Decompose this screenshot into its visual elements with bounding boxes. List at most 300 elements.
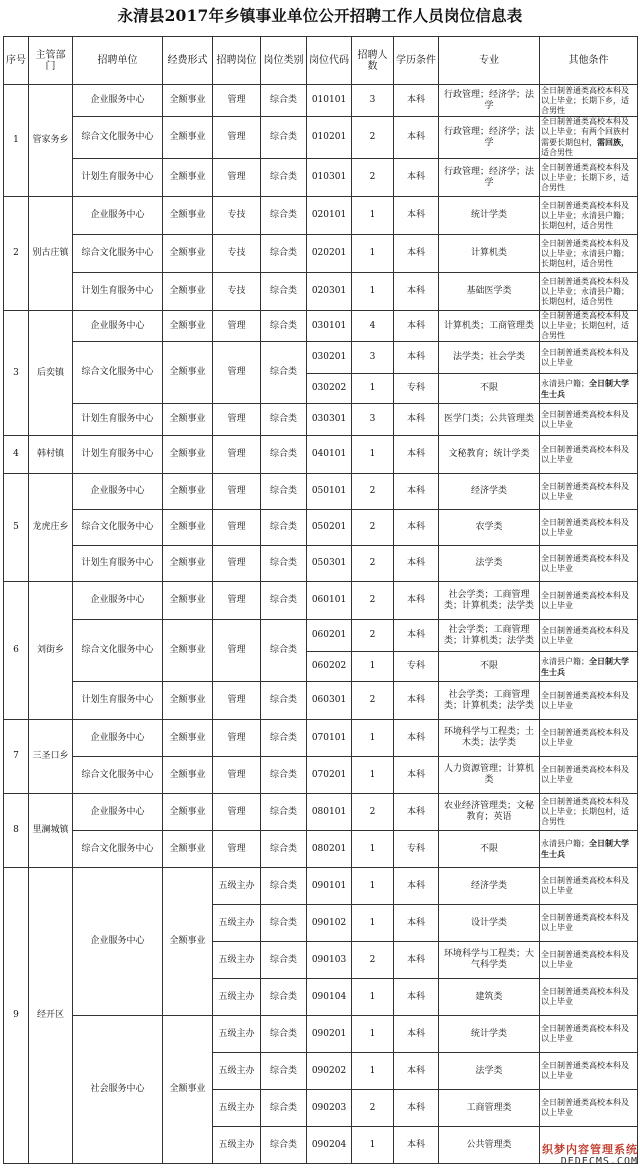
hiring-unit: 企业服务中心: [73, 474, 163, 510]
job-category: 综合类: [261, 720, 307, 757]
hiring-unit: 企业服务中心: [73, 582, 163, 620]
major: 不限: [439, 831, 540, 868]
department: 龙虎庄乡: [29, 474, 73, 582]
major: 统计学类: [439, 1016, 540, 1053]
education: 本科: [394, 404, 439, 436]
other-conditions: [540, 85, 638, 117]
table-row: [4, 85, 638, 117]
job-code: 090102: [307, 905, 352, 942]
group-number: 9: [4, 868, 29, 1164]
hire-count: 2: [352, 794, 394, 831]
education: 本科: [394, 682, 439, 720]
funding-type: 全额事业: [163, 235, 213, 273]
education: 本科: [394, 868, 439, 905]
funding-type: 全额事业: [163, 474, 213, 510]
major: 法学类: [439, 546, 540, 582]
job-code: 070201: [307, 757, 352, 794]
hiring-unit: 计划生育服务中心: [73, 404, 163, 436]
job-code: 030301: [307, 404, 352, 436]
job-category: 综合类: [261, 273, 307, 311]
major: 经济学类: [439, 868, 540, 905]
job-post: 专技: [213, 273, 261, 311]
funding-type: 全额事业: [163, 720, 213, 757]
job-category: 综合类: [261, 159, 307, 197]
job-code: 020201: [307, 235, 352, 273]
job-category: 综合类: [261, 831, 307, 868]
other-conditions: [540, 620, 638, 652]
table-row: [4, 1016, 638, 1053]
other-text: 永清县户籍；: [541, 656, 589, 666]
hiring-unit: 综合文化服务中心: [73, 342, 163, 404]
job-category: 综合类: [261, 404, 307, 436]
major: 环境科学与工程类；土木类；法学类: [439, 720, 540, 757]
hiring-unit: 企业服务中心: [73, 720, 163, 757]
job-code: 090201: [307, 1016, 352, 1053]
job-code: 090204: [307, 1127, 352, 1164]
hire-count: 2: [352, 682, 394, 720]
group-number: 6: [4, 582, 29, 720]
other-emphasis: 全日制大学生士兵: [541, 377, 629, 399]
hire-count: 2: [352, 582, 394, 620]
other-conditions: [540, 582, 638, 620]
hire-count: 1: [352, 979, 394, 1016]
job-category: 综合类: [261, 682, 307, 720]
table-row: [4, 273, 638, 311]
education: 本科: [394, 1090, 439, 1127]
funding-type: 全额事业: [163, 197, 213, 235]
department: 三圣口乡: [29, 720, 73, 794]
other-conditions: [540, 868, 638, 905]
other-text: 全日制普通类高校本科及以上毕业: [541, 987, 629, 1006]
job-code: 090203: [307, 1090, 352, 1127]
other-text: 全日制普通类高校本科及以上毕业: [541, 409, 629, 429]
table-row: [4, 720, 638, 757]
other-conditions: [540, 117, 638, 159]
hire-count: 1: [352, 273, 394, 311]
major: 文秘教育；统计学类: [439, 436, 540, 474]
department: 刘街乡: [29, 582, 73, 720]
job-category: 综合类: [261, 474, 307, 510]
other-text: 全日制普通类高校本科及以上毕业；长期下乡，适合男性: [541, 162, 629, 192]
other-text: 全日制普通类高校本科及以上毕业: [541, 517, 629, 537]
group-number: 7: [4, 720, 29, 794]
education: 本科: [394, 757, 439, 794]
job-category: 综合类: [261, 85, 307, 117]
job-post: 五级主办: [213, 1127, 261, 1164]
job-code: 090103: [307, 942, 352, 979]
job-category: 综合类: [261, 1016, 307, 1053]
other-text: 全日制普通类高校本科及以上毕业；永清县户籍；长期包村，适合男性: [541, 276, 629, 306]
other-text-tail: 适合男性: [541, 148, 573, 157]
education: 本科: [394, 905, 439, 942]
table-row: [4, 311, 638, 342]
other-conditions: [540, 510, 638, 546]
job-post: 五级主办: [213, 1053, 261, 1090]
hire-count: 1: [352, 436, 394, 474]
funding-type: 全额事业: [163, 620, 213, 682]
job-code: 040101: [307, 436, 352, 474]
hire-count: 2: [352, 474, 394, 510]
job-post: 管理: [213, 404, 261, 436]
department: 后奕镇: [29, 311, 73, 436]
hire-count: 3: [352, 85, 394, 117]
education: 本科: [394, 620, 439, 652]
major: 统计学类: [439, 197, 540, 235]
major: 计算机类: [439, 235, 540, 273]
education: 本科: [394, 474, 439, 510]
hiring-unit: 计划生育服务中心: [73, 159, 163, 197]
education: 本科: [394, 342, 439, 374]
education: 本科: [394, 311, 439, 342]
job-post: 管理: [213, 546, 261, 582]
job-code: 080201: [307, 831, 352, 868]
funding-type: 全额事业: [163, 436, 213, 474]
job-post: 五级主办: [213, 1090, 261, 1127]
education: 专科: [394, 652, 439, 682]
major: 行政管理；经济学；法学: [439, 117, 540, 159]
job-code: 050201: [307, 510, 352, 546]
hire-count: 2: [352, 1090, 394, 1127]
table-body: [4, 85, 638, 1164]
funding-type: 全额事业: [163, 546, 213, 582]
header-cell: 专业: [439, 37, 540, 85]
funding-type: 全额事业: [163, 682, 213, 720]
job-post: 管理: [213, 311, 261, 342]
job-code: 080101: [307, 794, 352, 831]
other-text: 全日制普通类高校本科及以上毕业: [541, 553, 629, 573]
job-post: 五级主办: [213, 942, 261, 979]
other-conditions: [540, 979, 638, 1016]
job-post: 管理: [213, 510, 261, 546]
job-code: 070101: [307, 720, 352, 757]
education: 本科: [394, 979, 439, 1016]
other-text: 全日制普通类高校本科及以上毕业: [541, 481, 629, 501]
job-category: 综合类: [261, 117, 307, 159]
header-cell: 经费形式: [163, 37, 213, 85]
other-conditions: [540, 942, 638, 979]
job-code: 090104: [307, 979, 352, 1016]
job-code: 030202: [307, 374, 352, 404]
job-category: 综合类: [261, 436, 307, 474]
major: 环境科学与工程类；大气科学类: [439, 942, 540, 979]
job-category: 综合类: [261, 1127, 307, 1164]
other-conditions: [540, 720, 638, 757]
table-row: [4, 197, 638, 235]
other-text: 全日制普通类高校本科及以上毕业；长期下乡，适合男性: [541, 85, 629, 115]
table-row: [4, 436, 638, 474]
header-cell: 学历条件: [394, 37, 439, 85]
hiring-unit: 综合文化服务中心: [73, 510, 163, 546]
job-post: 管理: [213, 342, 261, 404]
other-conditions: [540, 342, 638, 374]
funding-type: 全额事业: [163, 273, 213, 311]
job-post: 管理: [213, 831, 261, 868]
table-row: [4, 159, 638, 197]
table-row: [4, 235, 638, 273]
department: 经开区: [29, 868, 73, 1164]
other-text: 全日制普通类高校本科及以上毕业；长期包村，适合男性: [541, 797, 629, 826]
group-number: 8: [4, 794, 29, 868]
other-conditions: [540, 436, 638, 474]
education: 本科: [394, 794, 439, 831]
job-category: 综合类: [261, 546, 307, 582]
funding-type: 全额事业: [163, 1016, 213, 1164]
other-conditions: [540, 404, 638, 436]
job-code: 090202: [307, 1053, 352, 1090]
job-post: 五级主办: [213, 868, 261, 905]
other-conditions: [540, 311, 638, 342]
header-cell: 招聘人数: [352, 37, 394, 85]
education: 本科: [394, 436, 439, 474]
job-category: 综合类: [261, 620, 307, 682]
table-row: [4, 546, 638, 582]
other-text: 全日制普通类高校本科及以上毕业: [541, 444, 629, 464]
education: 本科: [394, 1127, 439, 1164]
header-cell: 主管部门: [29, 37, 73, 85]
other-conditions: [540, 474, 638, 510]
major: 工商管理类: [439, 1090, 540, 1127]
other-text: 全日制普通类高校本科及以上毕业: [541, 347, 629, 367]
funding-type: 全额事业: [163, 582, 213, 620]
hire-count: 1: [352, 235, 394, 273]
job-post: 管理: [213, 85, 261, 117]
job-category: 综合类: [261, 979, 307, 1016]
other-text: 全日制普通类高校本科及以上毕业: [541, 1024, 629, 1043]
hire-count: 3: [352, 342, 394, 374]
other-conditions: [540, 546, 638, 582]
job-post: 管理: [213, 474, 261, 510]
other-text: 全日制普通类高校本科及以上毕业: [541, 765, 629, 784]
job-code: 050101: [307, 474, 352, 510]
job-post: 专技: [213, 235, 261, 273]
header-cell: 招聘岗位: [213, 37, 261, 85]
page-title: 永清县2017年乡镇事业单位公开招聘工作人员岗位信息表: [117, 6, 523, 25]
hiring-unit: 计划生育服务中心: [73, 682, 163, 720]
hire-count: 1: [352, 197, 394, 235]
job-code: 060202: [307, 652, 352, 682]
job-post: 管理: [213, 582, 261, 620]
group-number: 5: [4, 474, 29, 582]
funding-type: 全额事业: [163, 159, 213, 197]
major: 人力资源管理；计算机类: [439, 757, 540, 794]
major: 计算机类；工商管理类: [439, 311, 540, 342]
other-text: 全日制普通类高校本科及以上毕业: [541, 913, 629, 932]
hiring-unit: 计划生育服务中心: [73, 273, 163, 311]
hiring-unit: 综合文化服务中心: [73, 831, 163, 868]
job-code: 010101: [307, 85, 352, 117]
table-row: [4, 404, 638, 436]
job-category: 综合类: [261, 342, 307, 404]
table-row: [4, 510, 638, 546]
hiring-unit: 企业服务中心: [73, 85, 163, 117]
hire-count: 1: [352, 652, 394, 682]
education: 专科: [394, 831, 439, 868]
education: 专科: [394, 374, 439, 404]
hiring-unit: 计划生育服务中心: [73, 436, 163, 474]
other-text: 全日制普通类高校本科及以上毕业: [541, 690, 629, 710]
header-cell: 岗位类别: [261, 37, 307, 85]
other-emphasis: 需回族，: [597, 137, 629, 147]
other-text: 全日制普通类高校本科及以上毕业: [541, 1098, 629, 1117]
other-text: 全日制普通类高校本科及以上毕业；永清县户籍；长期包村，适合男性: [541, 238, 629, 268]
table-row: [4, 474, 638, 510]
other-emphasis: 全日制大学生士兵: [541, 655, 629, 677]
hire-count: 1: [352, 905, 394, 942]
hire-count: 2: [352, 942, 394, 979]
job-category: 综合类: [261, 510, 307, 546]
hire-count: 1: [352, 868, 394, 905]
funding-type: 全额事业: [163, 868, 213, 1016]
funding-type: 全额事业: [163, 117, 213, 159]
other-conditions: [540, 1016, 638, 1053]
major: 法学类；社会学类: [439, 342, 540, 374]
other-conditions: [540, 757, 638, 794]
job-category: 综合类: [261, 311, 307, 342]
hire-count: 4: [352, 311, 394, 342]
job-code: 060201: [307, 620, 352, 652]
job-category: 综合类: [261, 942, 307, 979]
hire-count: 2: [352, 620, 394, 652]
hire-count: 1: [352, 1053, 394, 1090]
funding-type: 全额事业: [163, 757, 213, 794]
major: 法学类: [439, 1053, 540, 1090]
hiring-unit: 综合文化服务中心: [73, 757, 163, 794]
table-row: [4, 757, 638, 794]
other-conditions: [540, 273, 638, 311]
job-category: 综合类: [261, 1090, 307, 1127]
education: 本科: [394, 942, 439, 979]
funding-type: 全额事业: [163, 342, 213, 404]
other-text: 全日制普通类高校本科及以上毕业；长期包村，适合男性: [541, 311, 629, 340]
education: 本科: [394, 85, 439, 117]
hiring-unit: 计划生育服务中心: [73, 546, 163, 582]
department: 管家务乡: [29, 85, 73, 197]
group-number: 2: [4, 197, 29, 311]
job-code: 020301: [307, 273, 352, 311]
job-post: 管理: [213, 620, 261, 682]
hiring-unit: 社会服务中心: [73, 1016, 163, 1164]
education: 本科: [394, 510, 439, 546]
job-post: 管理: [213, 159, 261, 197]
table-row: [4, 620, 638, 652]
hiring-unit: 综合文化服务中心: [73, 117, 163, 159]
table-row: [4, 831, 638, 868]
other-text: 全日制普通类高校本科及以上毕业: [541, 590, 629, 610]
other-text: 全日制普通类高校本科及以上毕业: [541, 625, 629, 645]
funding-type: 全额事业: [163, 404, 213, 436]
job-post: 五级主办: [213, 979, 261, 1016]
funding-type: 全额事业: [163, 794, 213, 831]
major: 经济学类: [439, 474, 540, 510]
hiring-unit: 企业服务中心: [73, 794, 163, 831]
education: 本科: [394, 197, 439, 235]
job-post: 管理: [213, 794, 261, 831]
other-conditions: [540, 794, 638, 831]
table-row: [4, 682, 638, 720]
job-code: 030201: [307, 342, 352, 374]
major: 公共管理类: [439, 1127, 540, 1164]
major: 社会学类；工商管理类；计算机类；法学类: [439, 682, 540, 720]
education: 本科: [394, 117, 439, 159]
hire-count: 1: [352, 757, 394, 794]
funding-type: 全额事业: [163, 510, 213, 546]
job-category: 综合类: [261, 868, 307, 905]
major: 行政管理；经济学；法学: [439, 159, 540, 197]
other-conditions: [540, 1053, 638, 1090]
job-category: 综合类: [261, 582, 307, 620]
funding-type: 全额事业: [163, 85, 213, 117]
major: 行政管理；经济学；法学: [439, 85, 540, 117]
major: 社会学类；工商管理类；计算机类；法学类: [439, 582, 540, 620]
hiring-unit: 综合文化服务中心: [73, 235, 163, 273]
job-category: 综合类: [261, 794, 307, 831]
other-conditions: [540, 652, 638, 682]
table-row: [4, 117, 638, 159]
table-row: [4, 582, 638, 620]
table-row: [4, 794, 638, 831]
hire-count: 2: [352, 117, 394, 159]
hire-count: 3: [352, 404, 394, 436]
major: 农业经济管理类；文秘教育；英语: [439, 794, 540, 831]
job-post: 五级主办: [213, 1016, 261, 1053]
job-category: 综合类: [261, 905, 307, 942]
header-cell: 其他条件: [540, 37, 638, 85]
job-code: 090101: [307, 868, 352, 905]
other-conditions: [540, 905, 638, 942]
education: 本科: [394, 720, 439, 757]
hire-count: 1: [352, 831, 394, 868]
watermark-line1: 织梦内容管理系统: [542, 1143, 638, 1156]
other-conditions: [540, 1090, 638, 1127]
major: 设计学类: [439, 905, 540, 942]
job-post: 管理: [213, 720, 261, 757]
department: 别古庄镇: [29, 197, 73, 311]
hire-count: 1: [352, 720, 394, 757]
hire-count: 2: [352, 510, 394, 546]
hire-count: 1: [352, 1127, 394, 1164]
job-code: 010201: [307, 117, 352, 159]
job-category: 综合类: [261, 1053, 307, 1090]
table-row: [4, 868, 638, 905]
education: 本科: [394, 1016, 439, 1053]
job-post: 管理: [213, 436, 261, 474]
header-cell: 岗位代码: [307, 37, 352, 85]
other-conditions: [540, 159, 638, 197]
job-post: 管理: [213, 117, 261, 159]
major: 基础医学类: [439, 273, 540, 311]
other-conditions: [540, 682, 638, 720]
hire-count: 1: [352, 1016, 394, 1053]
other-text: 全日制普通类高校本科及以上毕业；有两个回族村需要长期包村，: [541, 117, 629, 147]
group-number: 3: [4, 311, 29, 436]
header-cell: 序号: [4, 37, 29, 85]
other-conditions: [540, 197, 638, 235]
other-conditions: [540, 831, 638, 868]
other-text: 全日制普通类高校本科及以上毕业: [541, 950, 629, 969]
education: 本科: [394, 1053, 439, 1090]
hire-count: 2: [352, 546, 394, 582]
funding-type: 全额事业: [163, 311, 213, 342]
job-post: 管理: [213, 757, 261, 794]
other-text: 全日制普通类高校本科及以上毕业: [541, 728, 629, 747]
other-text: 全日制普通类高校本科及以上毕业: [541, 1061, 629, 1080]
hiring-unit: 企业服务中心: [73, 868, 163, 1016]
job-code: 060101: [307, 582, 352, 620]
hire-count: 1: [352, 374, 394, 404]
header-row: [4, 37, 638, 85]
funding-type: 全额事业: [163, 831, 213, 868]
department: 韩村镇: [29, 436, 73, 474]
